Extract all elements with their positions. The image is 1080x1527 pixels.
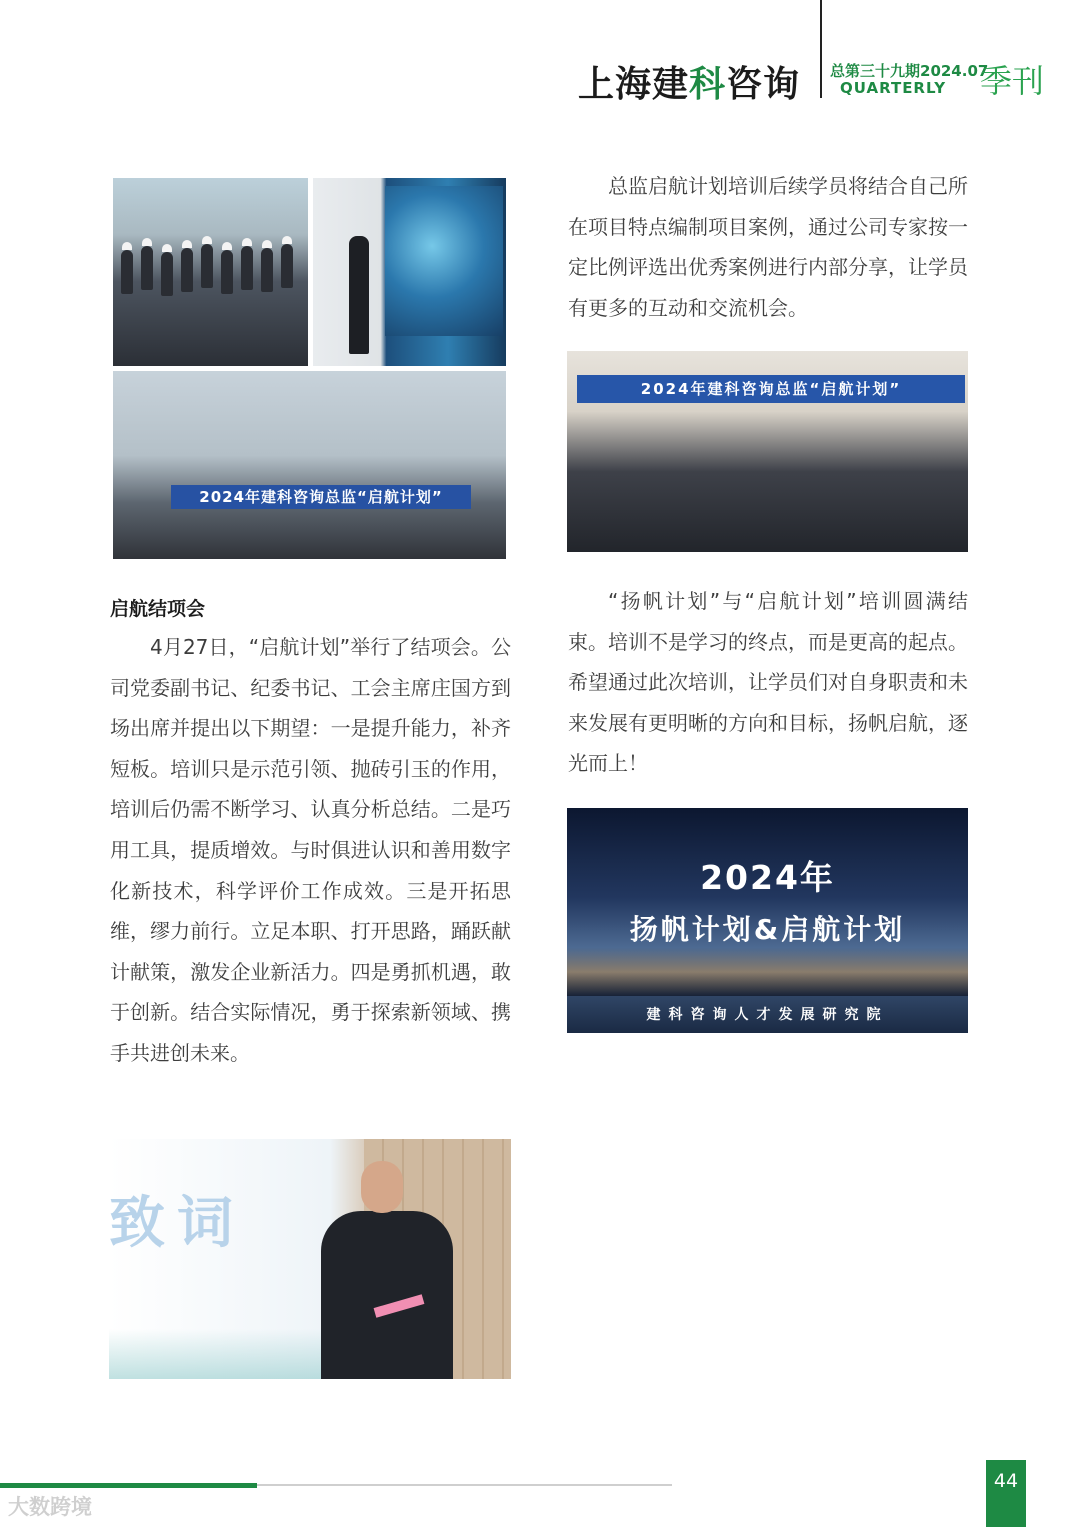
watermark: 大数跨境 [8,1495,92,1519]
footer-accent-bar [0,1483,257,1488]
page-number: 44 [993,1470,1019,1492]
quarterly-label: QUARTERLY [840,79,947,97]
magazine-title-part3: 咨询 [726,64,801,105]
magazine-title [578,56,800,107]
backdrop-city [109,1329,329,1379]
closing-meeting-text: 4月27日，“启航计划”举行了结项会。公司党委副书记、纪委书记、工会主席庄国方到场出席并提出以下期望：一是提升能力，补齐短板。培训只是示范引领、抛砖引玉的作用，培训后仍需不断学习、认真分析总结。二是巧用工具，提质增效。与时俱进认识和善用数字化新技术，科学评价工作成效。三是开拓思维，缪力前行。立足本职、打开思路，踊跃献计献策，激发企业新活力。四是勇抓机遇，敢于创新。结合实际情况，勇于探索新领域、携手共进创未来。 [110,635,511,1065]
magazine-title-part2: 科 [689,64,727,105]
cover-year: 2024年 [700,858,835,897]
follow-up-paragraph [568,166,968,328]
closing-paragraph [568,581,968,784]
closing-meeting-paragraph [110,627,511,1074]
follow-up-text: 总监启航计划培训后续学员将结合自己所在项目特点编制项目案例，通过公司专家按一定比例评选出优秀案例进行内部分享，让学员有更多的互动和交流机会。 [568,174,968,320]
presentation-screen-photo [313,178,506,366]
group-banner-photo [113,371,506,559]
speech-photo [109,1139,511,1379]
speaker-figure [321,1161,453,1379]
speech-backdrop-text: 致词 [109,1191,245,1256]
group-photo [567,351,968,552]
page-number-box [986,1460,1026,1527]
issue-number: 总第三十九期2024.07 [830,62,989,80]
program-cover-image [567,808,968,1033]
qihang-banner: 2024年建科咨询总监“启航计划” [171,485,471,509]
presenter-figure [349,236,369,354]
header-divider [820,0,822,98]
group-photo-banner: 2024年建科咨询总监“启航计划” [577,375,965,403]
magazine-title-part1: 上海建 [578,64,690,105]
display-screen [385,186,503,336]
city-skyline [567,948,968,996]
footer-rule [257,1484,672,1486]
section-heading: 启航结项会 [110,598,206,620]
jikan-label: 季刊 [980,62,1045,100]
cover-subtitle: 建科咨询人才发展研究院 [646,1007,889,1023]
site-visit-photo [113,178,308,366]
cover-title: 扬帆计划&启航计划 [629,913,906,946]
closing-text: “扬帆计划”与“启航计划”培训圆满结束。培训不是学习的终点，而是更高的起点。希望通过此次培训，让学员们对自身职责和未来发展有更明晰的方向和目标，扬帆启航，逐光而上！ [568,589,968,776]
